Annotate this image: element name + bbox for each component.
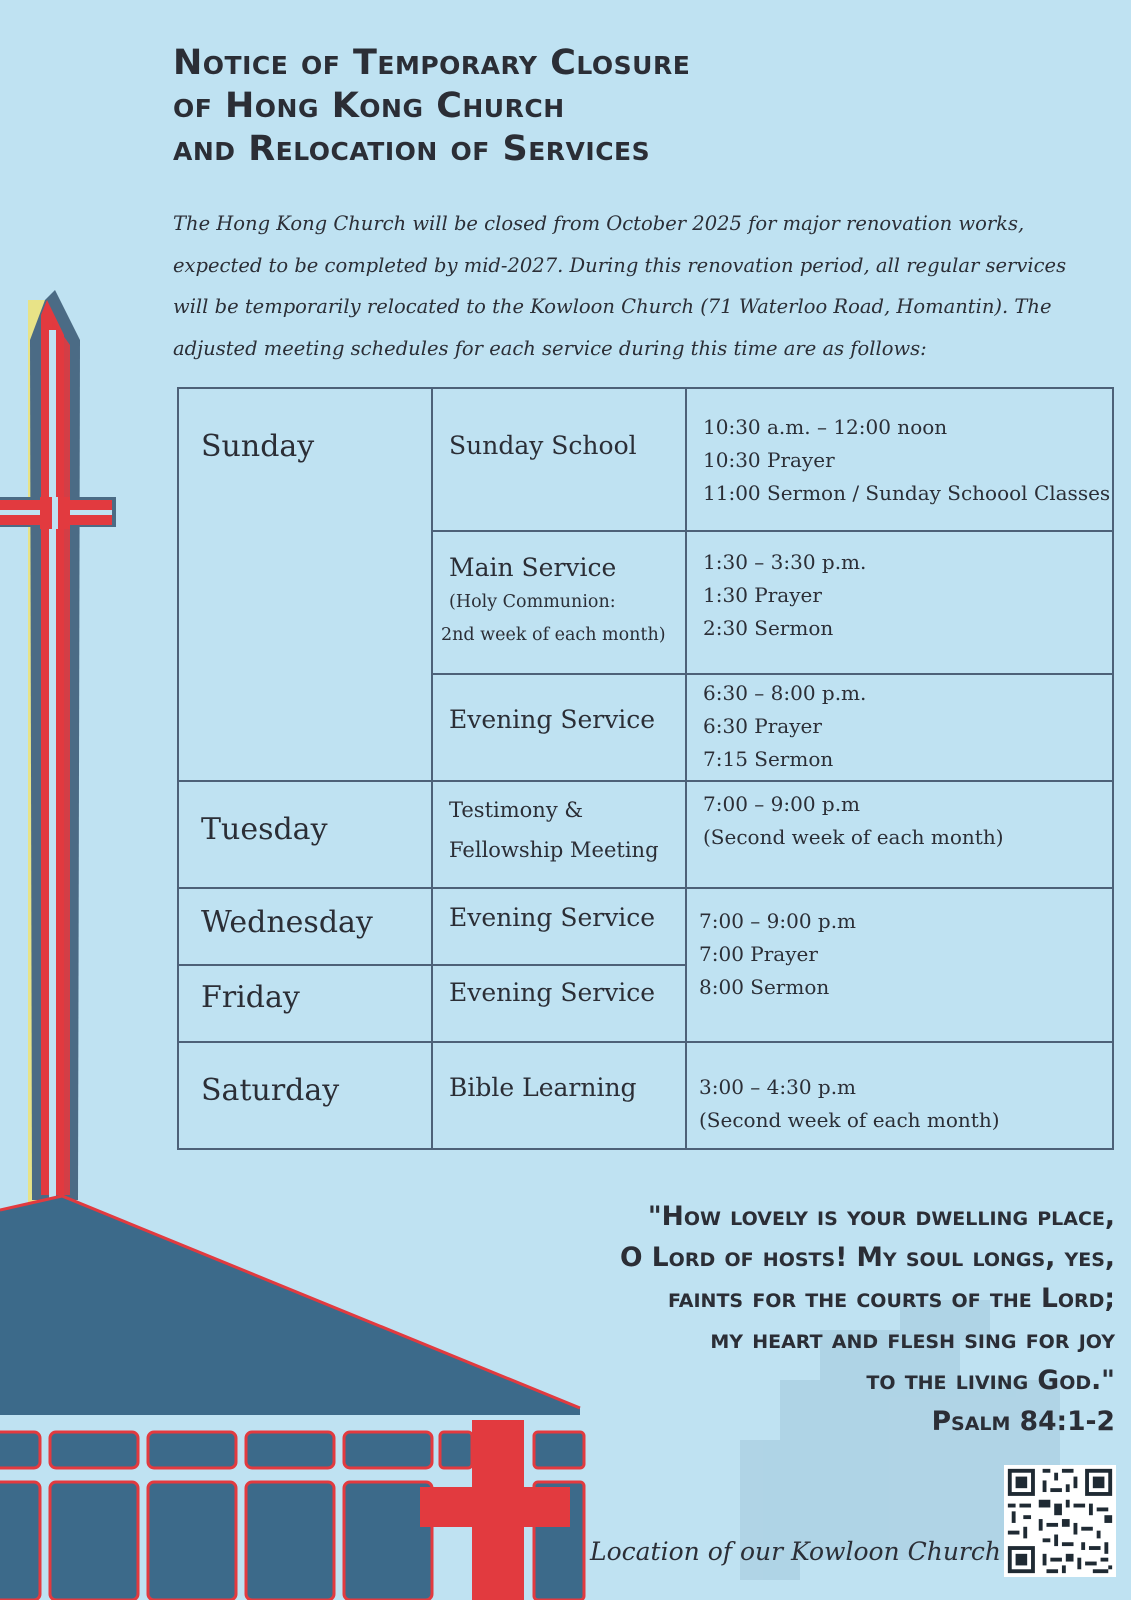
- service-name: Testimony &: [449, 798, 584, 822]
- service-cell: [432, 1042, 686, 1149]
- day-label: Tuesday: [201, 812, 328, 847]
- table-row: [178, 781, 1113, 888]
- time-line: (Second week of each month): [703, 825, 1004, 849]
- quote-line: my heart and flesh sing for joy: [710, 1324, 1115, 1355]
- intro-paragraph: [173, 203, 1123, 369]
- quote-line: to the living God.": [866, 1365, 1115, 1396]
- intro-line: adjusted meeting schedules for each service during this time are as follows:: [173, 336, 927, 360]
- service-cell: [432, 388, 686, 531]
- intro-line: expected to be completed by mid-2027. During this renovation period, all regular services: [173, 253, 1067, 277]
- service-name: Fellowship Meeting: [449, 838, 659, 862]
- notice-title: [173, 42, 893, 171]
- intro-line: will be temporarily relocated to the Kowloon Church (71 Waterloo Road, Homantin). The: [173, 295, 1052, 318]
- qr-code-icon[interactable]: [1004, 1465, 1116, 1577]
- day-cell: [178, 965, 432, 1042]
- time-line: 2:30 Sermon: [703, 616, 834, 640]
- quote-reference: Psalm 84:1-2: [931, 1406, 1115, 1437]
- service-cell: [432, 965, 686, 1042]
- service-note: 2nd week of each month): [441, 625, 666, 645]
- service-name: Sunday School: [449, 431, 637, 460]
- time-line: 7:00 – 9:00 p.m: [703, 792, 861, 816]
- table-row: [178, 888, 1113, 965]
- time-cell: [686, 531, 1113, 674]
- time-cell: [686, 1042, 1113, 1149]
- day-cell: [178, 1042, 432, 1149]
- location-caption: Location of our Kowloon Church: [590, 1537, 1001, 1566]
- time-line: 1:30 – 3:30 p.m.: [703, 550, 867, 574]
- day-label: Saturday: [201, 1073, 340, 1108]
- time-cell: [686, 674, 1113, 781]
- time-line: 3:00 – 4:30 p.m: [699, 1075, 857, 1099]
- day-label: Sunday: [201, 429, 315, 464]
- service-cell: [432, 531, 686, 674]
- service-note: (Holy Communion:: [449, 592, 616, 612]
- service-name: Bible Learning: [449, 1073, 637, 1102]
- service-name: Evening Service: [449, 705, 656, 734]
- day-cell: [178, 388, 432, 781]
- service-cell: [432, 888, 686, 965]
- title-line: Notice of Temporary Closure: [173, 43, 691, 83]
- time-line: 7:00 – 9:00 p.m: [699, 909, 857, 933]
- service-name: Main Service: [449, 553, 617, 582]
- table-row: [178, 388, 1113, 531]
- time-cell: [686, 781, 1113, 888]
- church-windows: [0, 1415, 584, 1600]
- time-line: 10:30 a.m. – 12:00 noon: [703, 415, 948, 439]
- time-line: 11:00 Sermon / Sunday Schoool Classes: [703, 481, 1111, 505]
- time-line: 7:00 Prayer: [699, 942, 818, 966]
- table-row: [178, 1042, 1113, 1149]
- time-line: 10:30 Prayer: [703, 448, 835, 472]
- time-line: 6:30 Prayer: [703, 714, 822, 738]
- time-cell: [686, 888, 1113, 1042]
- time-line: (Second week of each month): [699, 1108, 1000, 1132]
- time-line: 6:30 – 8:00 p.m.: [703, 681, 867, 705]
- intro-line: The Hong Kong Church will be closed from October 2025 for major renovation works,: [173, 212, 1025, 235]
- day-label: Friday: [201, 980, 300, 1015]
- title-line: of Hong Kong Church: [173, 86, 565, 126]
- quote-line: O Lord of hosts! My soul longs, yes,: [620, 1242, 1115, 1273]
- service-name: Evening Service: [449, 903, 656, 932]
- service-cell: [432, 781, 686, 888]
- schedule-table: [177, 387, 1114, 1150]
- cross-spire-icon: [0, 290, 116, 1210]
- service-name: Evening Service: [449, 978, 656, 1007]
- title-line: and Relocation of Services: [173, 129, 651, 169]
- time-line: 7:15 Sermon: [703, 747, 834, 771]
- quote-line: "How lovely is your dwelling place,: [647, 1201, 1115, 1232]
- time-line: 1:30 Prayer: [703, 583, 822, 607]
- day-label: Wednesday: [201, 905, 373, 940]
- day-cell: [178, 888, 432, 965]
- time-line: 8:00 Sermon: [699, 975, 830, 999]
- time-cell: [686, 388, 1113, 531]
- scripture-quote: [355, 1196, 1115, 1442]
- quote-line: faints for the courts of the Lord;: [667, 1283, 1115, 1314]
- day-cell: [178, 781, 432, 888]
- service-cell: [432, 674, 686, 781]
